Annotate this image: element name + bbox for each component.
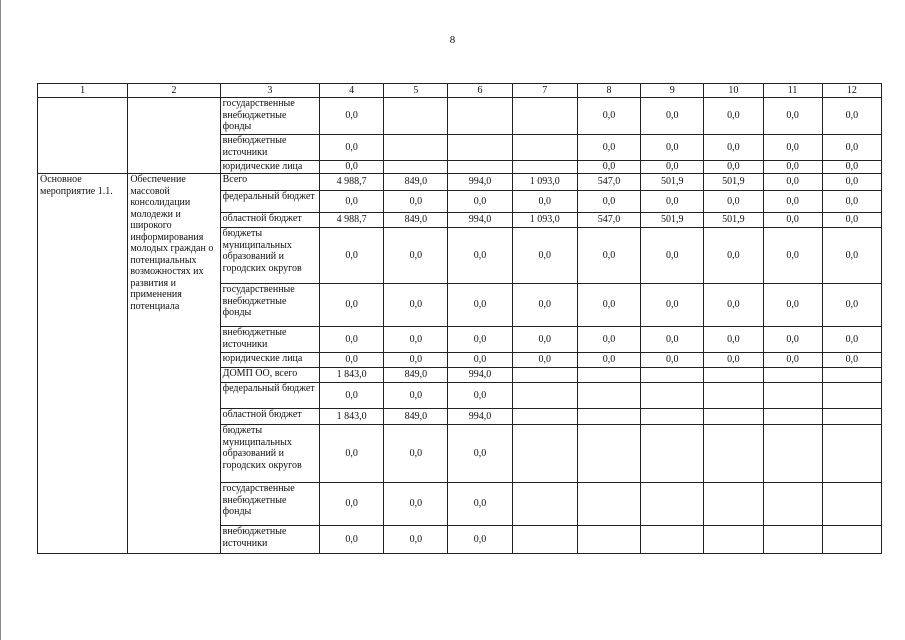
funding-source: юридические лица (220, 353, 319, 368)
table-row (38, 174, 882, 191)
funding-source: областной бюджет (220, 213, 319, 228)
amount-cell (512, 135, 577, 161)
amount-cell: 0,0 (319, 425, 383, 483)
amount-cell (822, 409, 881, 425)
amount-cell: 0,0 (763, 161, 822, 174)
amount-cell: 0,0 (641, 353, 704, 368)
amount-cell: 0,0 (763, 327, 822, 353)
amount-cell (763, 425, 822, 483)
amount-cell: 0,0 (763, 135, 822, 161)
funding-source: бюджеты муниципальных образований и городских округов (220, 425, 319, 483)
amount-cell (448, 98, 512, 135)
amount-cell: 0,0 (319, 327, 383, 353)
amount-cell: 0,0 (822, 213, 881, 228)
amount-cell: 0,0 (763, 228, 822, 284)
amount-cell: 501,9 (641, 213, 704, 228)
amount-cell: 0,0 (822, 135, 881, 161)
amount-cell: 0,0 (822, 284, 881, 327)
amount-cell: 0,0 (641, 98, 704, 135)
amount-cell: 501,9 (704, 174, 763, 191)
amount-cell (704, 483, 763, 526)
amount-cell: 0,0 (577, 191, 640, 213)
amount-cell (641, 483, 704, 526)
amount-cell: 0,0 (448, 425, 512, 483)
amount-cell (577, 425, 640, 483)
amount-cell (704, 409, 763, 425)
amount-cell (641, 383, 704, 409)
amount-cell: 0,0 (704, 284, 763, 327)
amount-cell (512, 409, 577, 425)
amount-cell: 0,0 (704, 353, 763, 368)
amount-cell: 0,0 (448, 191, 512, 213)
funding-source: федеральный бюджет (220, 383, 319, 409)
amount-cell: 0,0 (763, 284, 822, 327)
amount-cell (641, 409, 704, 425)
column-number: 10 (704, 84, 763, 98)
amount-cell: 1 843,0 (319, 409, 383, 425)
amount-cell (384, 135, 448, 161)
amount-cell (512, 383, 577, 409)
column-number: 11 (763, 84, 822, 98)
amount-cell: 547,0 (577, 174, 640, 191)
amount-cell (763, 383, 822, 409)
amount-cell: 4 988,7 (319, 213, 383, 228)
funding-source: бюджеты муниципальных образований и городских округов (220, 228, 319, 284)
column-number: 12 (822, 84, 881, 98)
amount-cell (641, 526, 704, 554)
amount-cell: 0,0 (384, 191, 448, 213)
amount-cell (763, 409, 822, 425)
amount-cell: 0,0 (704, 161, 763, 174)
amount-cell: 994,0 (448, 213, 512, 228)
amount-cell (822, 483, 881, 526)
amount-cell: 0,0 (822, 191, 881, 213)
amount-cell: 849,0 (384, 174, 448, 191)
amount-cell (512, 425, 577, 483)
amount-cell (448, 135, 512, 161)
amount-cell (577, 383, 640, 409)
amount-cell: 0,0 (512, 327, 577, 353)
amount-cell: 0,0 (641, 191, 704, 213)
amount-cell: 0,0 (384, 284, 448, 327)
amount-cell (384, 161, 448, 174)
amount-cell (763, 526, 822, 554)
amount-cell (577, 483, 640, 526)
amount-cell: 0,0 (512, 191, 577, 213)
funding-source: ДОМП ОО, всего (220, 368, 319, 383)
funding-source: государственные внебюджетные фонды (220, 483, 319, 526)
amount-cell: 0,0 (822, 228, 881, 284)
amount-cell: 1 093,0 (512, 213, 577, 228)
column-number: 2 (128, 84, 220, 98)
amount-cell: 0,0 (641, 327, 704, 353)
amount-cell: 0,0 (763, 213, 822, 228)
amount-cell: 0,0 (822, 174, 881, 191)
amount-cell: 0,0 (448, 284, 512, 327)
amount-cell: 0,0 (822, 98, 881, 135)
column-number: 5 (384, 84, 448, 98)
column-number: 3 (220, 84, 319, 98)
amount-cell: 0,0 (577, 353, 640, 368)
amount-cell: 547,0 (577, 213, 640, 228)
amount-cell (822, 425, 881, 483)
amount-cell: 1 093,0 (512, 174, 577, 191)
amount-cell: 0,0 (319, 161, 383, 174)
amount-cell: 0,0 (448, 483, 512, 526)
funding-source: внебюджетные источники (220, 135, 319, 161)
amount-cell (512, 526, 577, 554)
amount-cell: 0,0 (448, 526, 512, 554)
amount-cell: 0,0 (319, 191, 383, 213)
funding-source: Всего (220, 174, 319, 191)
amount-cell: 849,0 (384, 213, 448, 228)
amount-cell (704, 383, 763, 409)
amount-cell: 0,0 (319, 483, 383, 526)
funding-source: внебюджетные источники (220, 327, 319, 353)
amount-cell: 0,0 (641, 228, 704, 284)
amount-cell (577, 368, 640, 383)
event-code-empty (38, 98, 128, 174)
amount-cell: 0,0 (822, 161, 881, 174)
amount-cell (822, 383, 881, 409)
event-name-empty (128, 98, 220, 174)
funding-source: государственные внебюджетные фонды (220, 98, 319, 135)
amount-cell (822, 368, 881, 383)
amount-cell: 994,0 (448, 174, 512, 191)
table-row (38, 98, 882, 135)
amount-cell: 0,0 (319, 228, 383, 284)
amount-cell: 0,0 (577, 327, 640, 353)
column-number: 1 (38, 84, 128, 98)
amount-cell (704, 425, 763, 483)
amount-cell: 0,0 (763, 174, 822, 191)
amount-cell: 0,0 (641, 284, 704, 327)
amount-cell (512, 161, 577, 174)
amount-cell (577, 526, 640, 554)
funding-source: внебюджетные источники (220, 526, 319, 554)
amount-cell: 0,0 (704, 191, 763, 213)
amount-cell: 0,0 (577, 228, 640, 284)
amount-cell (512, 98, 577, 135)
amount-cell: 0,0 (577, 98, 640, 135)
amount-cell: 994,0 (448, 368, 512, 383)
amount-cell (822, 526, 881, 554)
amount-cell (704, 368, 763, 383)
funding-source: федеральный бюджет (220, 191, 319, 213)
amount-cell: 0,0 (448, 327, 512, 353)
amount-cell: 0,0 (448, 353, 512, 368)
amount-cell (577, 409, 640, 425)
amount-cell: 501,9 (641, 174, 704, 191)
amount-cell: 0,0 (319, 526, 383, 554)
amount-cell: 0,0 (384, 353, 448, 368)
amount-cell (512, 483, 577, 526)
amount-cell: 0,0 (384, 327, 448, 353)
amount-cell: 0,0 (384, 425, 448, 483)
amount-cell (641, 425, 704, 483)
amount-cell: 0,0 (384, 383, 448, 409)
amount-cell: 1 843,0 (319, 368, 383, 383)
amount-cell: 0,0 (577, 161, 640, 174)
column-number: 6 (448, 84, 512, 98)
amount-cell: 0,0 (641, 161, 704, 174)
amount-cell (763, 483, 822, 526)
event-name: Обеспечение массовой консолидации молодежи и широкого информирования молодых граждан о потенциальных возможностях их развития и применения потенциала (128, 174, 220, 554)
amount-cell: 4 988,7 (319, 174, 383, 191)
amount-cell: 0,0 (319, 98, 383, 135)
amount-cell: 0,0 (704, 98, 763, 135)
amount-cell: 0,0 (822, 327, 881, 353)
amount-cell (384, 98, 448, 135)
budget-table (37, 83, 882, 554)
scan-edge (0, 0, 1, 640)
amount-cell: 0,0 (577, 284, 640, 327)
amount-cell: 0,0 (384, 228, 448, 284)
amount-cell: 501,9 (704, 213, 763, 228)
column-number: 7 (512, 84, 577, 98)
amount-cell: 0,0 (512, 353, 577, 368)
amount-cell: 0,0 (512, 284, 577, 327)
amount-cell: 0,0 (319, 353, 383, 368)
amount-cell: 0,0 (763, 191, 822, 213)
column-number: 8 (577, 84, 640, 98)
column-number: 4 (319, 84, 383, 98)
amount-cell: 0,0 (641, 135, 704, 161)
funding-source: юридические лица (220, 161, 319, 174)
amount-cell (763, 368, 822, 383)
amount-cell: 0,0 (704, 135, 763, 161)
amount-cell: 0,0 (319, 135, 383, 161)
header-row (38, 84, 882, 98)
amount-cell: 0,0 (448, 383, 512, 409)
amount-cell: 0,0 (319, 383, 383, 409)
funding-source: областной бюджет (220, 409, 319, 425)
amount-cell: 0,0 (384, 483, 448, 526)
column-number: 9 (641, 84, 704, 98)
amount-cell: 0,0 (448, 228, 512, 284)
amount-cell: 0,0 (704, 327, 763, 353)
event-code: Основное мероприятие 1.1. (38, 174, 128, 554)
amount-cell: 849,0 (384, 368, 448, 383)
amount-cell: 849,0 (384, 409, 448, 425)
amount-cell: 0,0 (822, 353, 881, 368)
amount-cell (448, 161, 512, 174)
amount-cell (641, 368, 704, 383)
amount-cell: 0,0 (704, 228, 763, 284)
amount-cell (512, 368, 577, 383)
amount-cell: 994,0 (448, 409, 512, 425)
amount-cell: 0,0 (763, 98, 822, 135)
amount-cell: 0,0 (319, 284, 383, 327)
amount-cell: 0,0 (512, 228, 577, 284)
amount-cell: 0,0 (763, 353, 822, 368)
amount-cell (704, 526, 763, 554)
funding-source: государственные внебюджетные фонды (220, 284, 319, 327)
budget-table-body (38, 84, 882, 554)
amount-cell: 0,0 (384, 526, 448, 554)
page-number: 8 (449, 34, 456, 46)
amount-cell: 0,0 (577, 135, 640, 161)
